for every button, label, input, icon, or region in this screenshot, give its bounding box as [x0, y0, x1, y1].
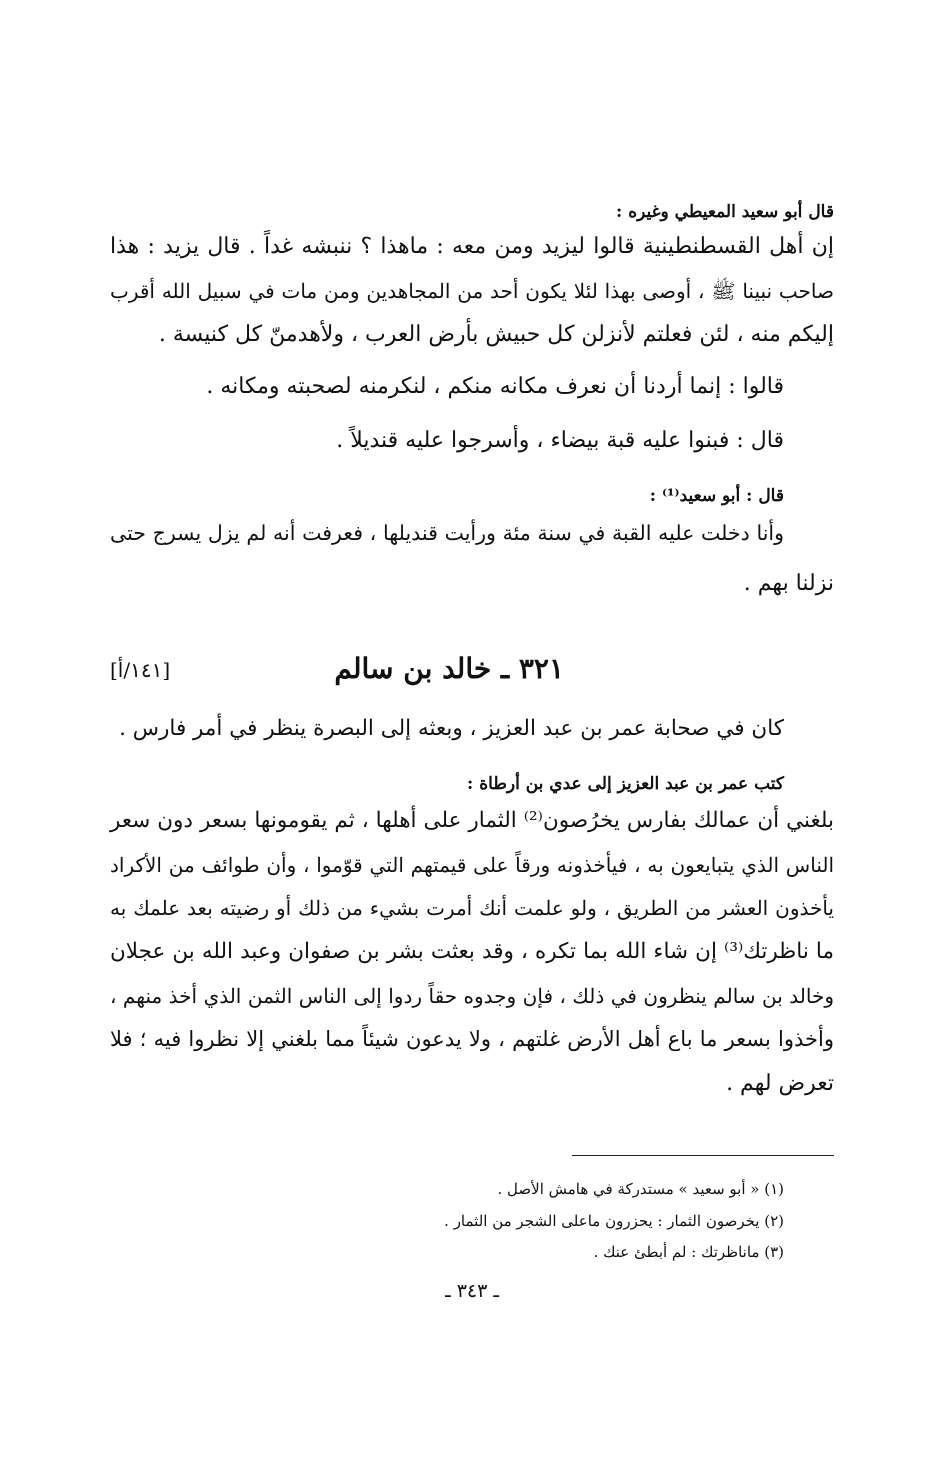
footnote: (٣) ماناظرتك : لم أبطئ عنك .: [593, 1243, 784, 1261]
paragraph-quote: قالوا : إنما أردنا أن نعرف مكانه منكم ، لنكرمنه لصحبته ومكانه .: [206, 374, 784, 399]
narrator-header: قال أبو سعيد المعيطي وغيره :: [616, 202, 834, 222]
text-line: صاحب نبينا ﷺ ، أوصى بهذا لئلا يكون أحد من المجاهدين ومن مات في سبيل الله أقرب: [110, 279, 834, 303]
text-line: ما ناظرتك⁽³⁾ إن شاء الله بما تكره ، وقد بعثت بشر بن صفوان وعبد الله بن عجلان: [110, 939, 834, 964]
narrator-header: قال : أبو سعيد⁽¹⁾ :: [649, 486, 784, 506]
entry-heading: [110, 652, 834, 692]
text-line: وخالد بن سالم ينظرون في ذلك ، فإن وجدوه حقاً ردوا إلى الناس الثمن الذي أخذ منهم ،: [110, 984, 834, 1008]
text-line: تعرض لهم .: [726, 1071, 834, 1096]
page-number: ـ ٣٤٣ ـ: [445, 1280, 499, 1302]
paragraph-quote: قال : فبنوا عليه قبة بيضاء ، وأسرجوا عليه قنديلاً .: [336, 428, 784, 453]
entry-intro: كان في صحابة عمر بن عبد العزيز ، وبعثه إلى البصرة ينظر في أمر فارس .: [119, 716, 784, 741]
text-line: إن أهل القسطنطينية قالوا ليزيد ومن معه : ماهذا ؟ ننبشه غداً . قال يزيد : هذا: [110, 234, 834, 259]
footnote: (١) « أبو سعيد » مستدركة في هامش الأصل .: [497, 1180, 784, 1198]
text-line: بلغني أن عمالك بفارس يخرُصون⁽²⁾ الثمار على أهلها ، ثم يقومونها بسعر دون سعر: [110, 808, 834, 833]
footnote: (٢) يخرصون الثمار : يحزرون ماعلى الشجر من الثمار .: [444, 1212, 784, 1230]
text-line: وأنا دخلت عليه القبة في سنة مئة ورأيت قنديلها ، فعرفت أنه لم يزل يسرج حتى: [110, 521, 784, 545]
entry-title: ٣٢١ ـ خالد بن سالم: [334, 652, 564, 685]
text-line: الناس الذي يتبايعون به ، فيأخذونه ورقاً على قيمتهم التي قوّموا ، وأن طوائف من الأكراد: [110, 853, 834, 877]
manuscript-page-reference: [١٤١/أ]: [110, 658, 171, 682]
text-line: إليكم منه ، لئن فعلتم لأنزلن كل حبيش بأرض العرب ، ولأهدمنّ كل كنيسة .: [158, 322, 834, 347]
text-line: نزلنا بهم .: [743, 571, 834, 596]
footnote-divider: [572, 1155, 834, 1156]
text-line: يأخذون العشر من الطريق ، ولو علمت أنك أمرت بشيء من ذلك أو رضيته بعد علمك به: [110, 896, 834, 920]
text-line: وأخذوا بسعر ما باع أهل الأرض غلتهم ، ولا يدعون شيئاً مما بلغني إلا نظروا فيه ؛ فلا: [110, 1027, 834, 1051]
letter-header: كتب عمر بن عبد العزيز إلى عدي بن أرطاة :: [467, 774, 784, 794]
